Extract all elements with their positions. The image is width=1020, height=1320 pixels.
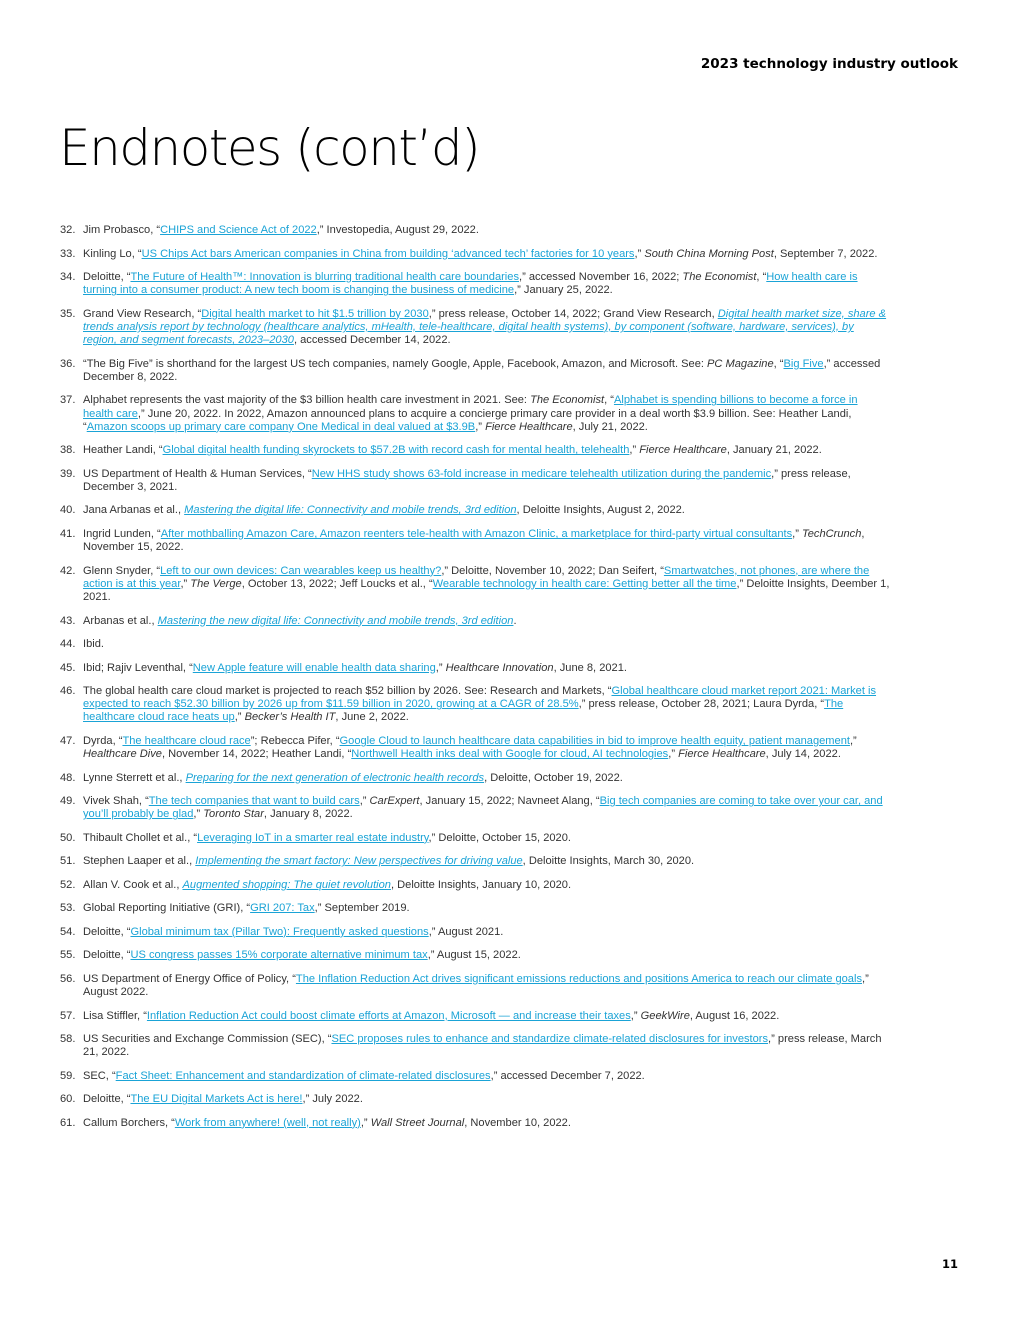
citation-text: . (513, 614, 517, 627)
citation-text: ,” (668, 748, 679, 761)
citation-text: US Department of Energy Office of Policy, “ (83, 972, 296, 985)
endnote-number: 37. (60, 394, 76, 407)
citation-text: Global Reporting Initiative (GRI), “ (83, 902, 251, 915)
endnote-source-link[interactable]: Inflation Reduction Act could boost climate efforts at Amazon, Microsoft — and increase their taxes (146, 1009, 631, 1022)
citation-text: Jana Arbanas et al., (83, 504, 185, 517)
endnote-number: 40. (60, 504, 76, 517)
endnote-item (60, 615, 890, 628)
endnote-number: 49. (60, 795, 76, 808)
endnote-source-link[interactable]: The healthcare cloud race heats up (83, 698, 844, 724)
citation-text: Kinling Lo, “ (83, 247, 142, 260)
citation-text: ”; Rebecca Pifer, “ (250, 734, 340, 747)
citation-text: Ingrid Lunden, “ (83, 527, 161, 540)
citation-text: ,” (435, 661, 446, 674)
endnote-number: 59. (60, 1069, 76, 1082)
endnote-source-link[interactable]: The Inflation Reduction Act drives significant emissions reductions and positions America to reach our climate goals (295, 972, 862, 985)
citation-text: , Deloitte Insights, January 10, 2020. (390, 878, 572, 891)
citation-text: ,” Deloitte Insights, Deember 1, 2021. (83, 577, 890, 604)
endnote-text (83, 565, 889, 603)
citation-text: , July 21, 2022. (572, 420, 648, 433)
citation-text: Jim Probasco, “ (83, 224, 161, 236)
citation-text: ,” press release, March 21, 2022. (83, 1033, 882, 1059)
endnote-number: 60. (60, 1093, 76, 1106)
endnote-text (83, 358, 880, 383)
endnote-source-link[interactable]: Northwell Health inks deal with Google for cloud, AI technologies (351, 748, 669, 761)
endnote-text (83, 1033, 882, 1058)
endnote-source-link[interactable]: Alphabet is spending billions to become a force in health care (83, 394, 858, 420)
endnote-source-link[interactable]: Fact Sheet: Enhancement and standardization of climate-related disclosures (115, 1069, 491, 1082)
citation-text: , July 14, 2022. (765, 748, 841, 761)
citation-text: , November 14, 2022; Heather Landi, “ (161, 748, 352, 761)
page-number: 11 (941, 1257, 958, 1271)
citation-text: , November 15, 2022. (83, 527, 865, 554)
endnote-text (83, 528, 864, 553)
citation-text: ,” (193, 808, 204, 821)
endnote-text (83, 1070, 645, 1082)
endnote-number: 57. (60, 1009, 76, 1022)
endnote-item (60, 1117, 890, 1130)
publication-name: Fierce Healthcare (639, 444, 727, 457)
endnote-source-link[interactable]: Global healthcare cloud market report 2021: Market is expected to reach $52.30 billion by 2026 up from $11.59 billion in 2020, growing at a CAGR of 28.5% (83, 685, 877, 711)
endnote-item (60, 565, 890, 605)
citation-text: Deloitte, “ (83, 925, 131, 938)
citation-text: ,” (629, 444, 640, 457)
citation-text: ,” press release, October 14, 2022; Grand View Research, (428, 307, 718, 320)
citation-text: ,” (849, 734, 857, 747)
citation-text: ,” January 25, 2022. (514, 284, 613, 297)
endnote-text (83, 308, 886, 346)
citation-text: ,” (180, 577, 191, 590)
citation-text: ,” (630, 1009, 641, 1022)
publication-name: TechCrunch (801, 527, 862, 540)
endnote-item (60, 902, 890, 915)
endnote-source-link[interactable]: How health care is turning into a consumer product: A new tech boom is changing the business of medicine (83, 271, 858, 297)
endnote-text (83, 855, 694, 867)
citation-text: The global health care cloud market is projected to reach $52 billion by 2026. See: Research and Markets, “ (83, 685, 612, 698)
endnote-source-link[interactable]: Work from anywhere! (well, not really) (174, 1116, 361, 1129)
citation-text: Dyrda, “ (83, 734, 123, 747)
endnote-number: 41. (60, 527, 76, 540)
citation-text: Ibid. (83, 638, 104, 651)
citation-text: Stephen Laaper et al., (83, 855, 196, 868)
endnote-source-link[interactable]: Smartwatches, not phones, are where the action is at this year (83, 564, 870, 590)
running-header-title: 2023 technology industry outlook (700, 56, 958, 72)
endnote-source-link[interactable]: Amazon scoops up primary care company One Medical in deal valued at $3.9B (86, 420, 476, 433)
endnote-source-link[interactable]: Global digital health funding skyrockets to $57.2B with record cash for mental health, telehealth (162, 444, 630, 457)
citation-text: ,” August 2022. (83, 972, 869, 999)
endnote-item (60, 1033, 890, 1059)
citation-text: Arbanas et al., (83, 614, 158, 627)
endnote-number: 44. (60, 638, 76, 651)
endnote-text (83, 1117, 571, 1129)
endnote-text (83, 685, 876, 723)
endnote-item (60, 855, 890, 868)
citation-text: , October 13, 2022; Jeff Loucks et al., “ (241, 577, 433, 590)
citation-text: , “ (756, 271, 767, 283)
citation-text: ,” press release, October 28, 2021; Laura Dyrda, “ (578, 698, 825, 711)
endnote-item (60, 685, 890, 725)
citation-text: ,” (359, 795, 370, 808)
citation-text: Deloitte, “ (83, 949, 131, 962)
endnote-source-link[interactable]: Digital health market to hit $1.5 trillion by 2030 (201, 307, 429, 320)
citation-text: “The Big Five” is shorthand for the largest US tech companies, namely Google, Apple, Facebook, Amazon, and Microsoft. See: (83, 357, 708, 370)
endnote-text (83, 224, 479, 236)
endnote-item (60, 394, 890, 434)
citation-text: ,” Deloitte, October 15, 2020. (428, 831, 571, 844)
endnotes-list (60, 224, 890, 1140)
citation-text: ,” accessed November 16, 2022; (519, 271, 683, 283)
endnote-source-link[interactable]: SEC proposes rules to enhance and standardize climate-related disclosures for investors (331, 1033, 769, 1046)
citation-text: Heather Landi, “ (83, 444, 163, 457)
citation-text: ,” July 2022. (302, 1093, 363, 1106)
citation-text: Lisa Stiffler, “ (83, 1009, 147, 1022)
endnote-item (60, 832, 890, 845)
endnote-text (83, 973, 869, 998)
endnote-number: 47. (60, 734, 76, 747)
citation-text: , January 21, 2022. (726, 444, 822, 457)
endnote-text (83, 1010, 779, 1022)
endnote-number: 58. (60, 1033, 76, 1046)
citation-text: Deloitte, “ (83, 1093, 131, 1106)
endnote-number: 52. (60, 878, 76, 891)
citation-text: ,” (360, 1116, 371, 1129)
endnote-text (83, 444, 822, 456)
endnote-text (83, 271, 858, 296)
citation-text: , September 7, 2022. (773, 247, 878, 260)
publication-name: The Economist (682, 271, 757, 283)
endnote-source-link[interactable]: The healthcare cloud race (122, 734, 251, 747)
endnote-source-link[interactable]: US Chips Act bars American companies in China from building ‘advanced tech’ factories for 10 years (141, 247, 635, 260)
endnote-number: 43. (60, 614, 76, 627)
endnote-text (83, 879, 571, 891)
endnote-item (60, 271, 890, 297)
citation-text: , November 10, 2022. (464, 1116, 571, 1129)
publication-name: The Economist (530, 394, 605, 407)
page-title: Endnotes (cont’d) (59, 119, 480, 177)
citation-text: , August 16, 2022. (689, 1009, 780, 1022)
endnote-source-link[interactable]: GRI 207: Tax (250, 902, 315, 915)
citation-text: , “ (773, 357, 784, 370)
endnote-number: 36. (60, 357, 76, 370)
endnote-source-link[interactable]: Implementing the smart factory: New perspectives for driving value (195, 855, 523, 868)
publication-name: Fierce Healthcare (485, 420, 573, 433)
endnote-source-link[interactable]: Mastering the new digital life: Connectivity and mobile trends, 3rd edition (157, 614, 514, 627)
endnote-source-link[interactable]: Left to our own devices: Can wearables keep us healthy? (160, 564, 442, 577)
endnote-source-link[interactable]: Big tech companies are coming to take over your car, and you’ll probably be glad (83, 795, 883, 821)
publication-name: Toronto Star (203, 808, 264, 821)
citation-text: , June 8, 2021. (553, 661, 627, 674)
endnote-item (60, 949, 890, 962)
citation-text: ,” September 2019. (314, 902, 410, 915)
citation-text: Glenn Snyder, “ (83, 564, 161, 577)
citation-text: ,” June 20, 2022. In 2022, Amazon announced plans to acquire a concierge primary care provider in a deal worth $3.9 billion. See: Heather Landi, “ (83, 407, 852, 433)
citation-text: , accessed December 14, 2022. (293, 334, 451, 347)
citation-text: , January 8, 2022. (263, 808, 353, 821)
publication-name: PC Magazine (707, 357, 774, 370)
endnote-number: 42. (60, 564, 76, 577)
publication-name: Wall Street Journal (370, 1116, 465, 1129)
citation-text: Ibid; Rajiv Leventhal, “ (83, 661, 193, 674)
endnote-item (60, 1093, 890, 1106)
citation-text: SEC, “ (83, 1069, 116, 1082)
endnote-number: 32. (60, 224, 76, 236)
endnote-item (60, 528, 890, 554)
endnote-number: 55. (60, 949, 76, 962)
citation-text: Thibault Chollet et al., “ (83, 831, 198, 844)
endnote-source-link[interactable]: Global minimum tax (Pillar Two): Frequently asked questions (130, 925, 429, 938)
endnote-item (60, 795, 890, 821)
citation-text: ,” press release, December 3, 2021. (83, 467, 851, 493)
endnote-text (83, 394, 858, 432)
endnote-number: 54. (60, 925, 76, 938)
endnote-item (60, 926, 890, 939)
endnote-source-link[interactable]: Wearable technology in health care: Getting better all the time (432, 577, 737, 590)
endnote-item (60, 358, 890, 384)
publication-name: Fierce Healthcare (678, 748, 766, 761)
endnote-number: 35. (60, 307, 76, 320)
endnote-item (60, 224, 890, 237)
citation-text: Allan V. Cook et al., (83, 878, 183, 891)
endnote-source-link[interactable]: Digital health market size, share & trends analysis report by technology (healthcare analytics, mHealth, tele-healthcare, digital health systems), by component (software, hardware, services), by region, and segment forecasts, 2023–2030 (83, 307, 887, 347)
endnote-number: 51. (60, 855, 76, 868)
citation-text: ,” August 15, 2022. (427, 949, 521, 962)
citation-text: ,” accessed December 8, 2022. (83, 357, 881, 383)
endnote-source-link[interactable]: The EU Digital Markets Act is here! (130, 1093, 303, 1106)
endnote-item (60, 973, 890, 999)
citation-text: ,” Deloitte, November 10, 2022; Dan Seifert, “ (441, 564, 664, 577)
citation-text: , Deloitte Insights, August 2, 2022. (516, 504, 685, 517)
endnote-source-link[interactable]: The Future of Health™: Innovation is blurring traditional health care boundaries (130, 271, 519, 283)
citation-text: ,” (234, 711, 245, 724)
endnote-source-link[interactable]: New HHS study shows 63-fold increase in medicare telehealth utilization during the pandemic (311, 467, 772, 480)
endnote-text (83, 926, 503, 938)
citation-text: , Deloitte, October 19, 2022. (484, 771, 623, 784)
citation-text: ,” (792, 527, 802, 540)
endnote-text (83, 795, 883, 820)
endnote-source-link[interactable]: Mastering the digital life: Connectivity and mobile trends, 3rd edition (184, 504, 517, 517)
endnote-item (60, 638, 890, 651)
citation-text: , Deloitte Insights, March 30, 2020. (522, 855, 695, 868)
endnote-item (60, 308, 890, 348)
endnote-source-link[interactable]: After mothballing Amazon Care, Amazon reenters tele-health with Amazon Clinic, a marketplace for third-party virtual consultants (160, 527, 793, 540)
endnote-source-link[interactable]: US congress passes 15% corporate alternative minimum tax (130, 949, 428, 962)
endnote-text (83, 902, 410, 914)
citation-text: , June 2, 2022. (335, 711, 409, 724)
endnote-source-link[interactable]: Google Cloud to launch healthcare data capabilities in bid to improve health equity, patient management (339, 734, 850, 747)
endnote-text (83, 949, 521, 961)
endnote-number: 46. (60, 685, 76, 698)
citation-text: , “ (604, 394, 614, 407)
endnote-number: 39. (60, 467, 76, 480)
endnote-number: 34. (60, 271, 76, 283)
publication-name: Healthcare Dive (83, 748, 162, 761)
citation-text: US Department of Health & Human Services, “ (83, 467, 312, 480)
endnote-number: 53. (60, 902, 76, 915)
publication-name: GeekWire (640, 1009, 690, 1022)
endnote-number: 50. (60, 831, 76, 844)
endnote-source-link[interactable]: Leveraging IoT in a smarter real estate industry (197, 831, 429, 844)
citation-text: Alphabet represents the vast majority of the $3 billion health care investment in 2021. See: (83, 394, 531, 407)
endnote-text (83, 638, 104, 650)
endnote-item (60, 735, 890, 761)
endnote-text (83, 248, 877, 260)
citation-text: ,” (634, 247, 645, 260)
endnote-item (60, 1010, 890, 1023)
endnote-source-link[interactable]: Big Five (783, 357, 824, 370)
citation-text: ,” Investopedia, August 29, 2022. (316, 224, 479, 236)
publication-name: CarExpert (369, 795, 420, 808)
citation-text: Grand View Research, “ (83, 307, 202, 320)
citation-text: Deloitte, “ (83, 271, 131, 283)
endnote-text (83, 735, 857, 760)
citation-text: Callum Borchers, “ (83, 1116, 175, 1129)
endnote-text (83, 1093, 363, 1105)
endnote-source-link[interactable]: New Apple feature will enable health data sharing (192, 661, 436, 674)
endnote-item (60, 468, 890, 494)
endnote-number: 38. (60, 444, 76, 457)
citation-text: ,” accessed December 7, 2022. (490, 1069, 645, 1082)
citation-text: ,” (475, 420, 486, 433)
endnote-text (83, 615, 517, 627)
endnote-item (60, 248, 890, 261)
endnote-item (60, 772, 890, 785)
endnote-text (83, 832, 571, 844)
endnote-number: 48. (60, 771, 76, 784)
publication-name: The Verge (190, 577, 242, 590)
endnote-text (83, 662, 627, 674)
endnote-number: 33. (60, 247, 76, 260)
endnote-text (83, 504, 685, 516)
publication-name: Healthcare Innovation (445, 661, 554, 674)
citation-text: ,” August 2021. (428, 925, 504, 938)
endnote-source-link[interactable]: CHIPS and Science Act of 2022 (160, 224, 317, 236)
publication-name: Becker’s Health IT (244, 711, 336, 724)
endnote-item (60, 879, 890, 892)
endnote-number: 56. (60, 972, 76, 985)
endnote-number: 61. (60, 1116, 76, 1129)
endnote-item (60, 504, 890, 517)
endnote-item (60, 1070, 890, 1083)
citation-text: Lynne Sterrett et al., (83, 771, 186, 784)
endnote-item (60, 662, 890, 675)
endnote-source-link[interactable]: Preparing for the next generation of electronic health records (185, 771, 485, 784)
publication-name: South China Morning Post (644, 247, 774, 260)
citation-text: US Securities and Exchange Commission (SEC), “ (83, 1033, 332, 1046)
endnote-source-link[interactable]: Augmented shopping: The quiet revolution (182, 878, 391, 891)
citation-text: , January 15, 2022; Navneet Alang, “ (419, 795, 600, 808)
endnote-text (83, 772, 623, 784)
citation-text: Vivek Shah, “ (83, 795, 149, 808)
endnote-text (83, 468, 851, 493)
endnote-source-link[interactable]: The tech companies that want to build cars (148, 795, 360, 808)
endnote-item (60, 444, 890, 457)
endnote-number: 45. (60, 661, 76, 674)
